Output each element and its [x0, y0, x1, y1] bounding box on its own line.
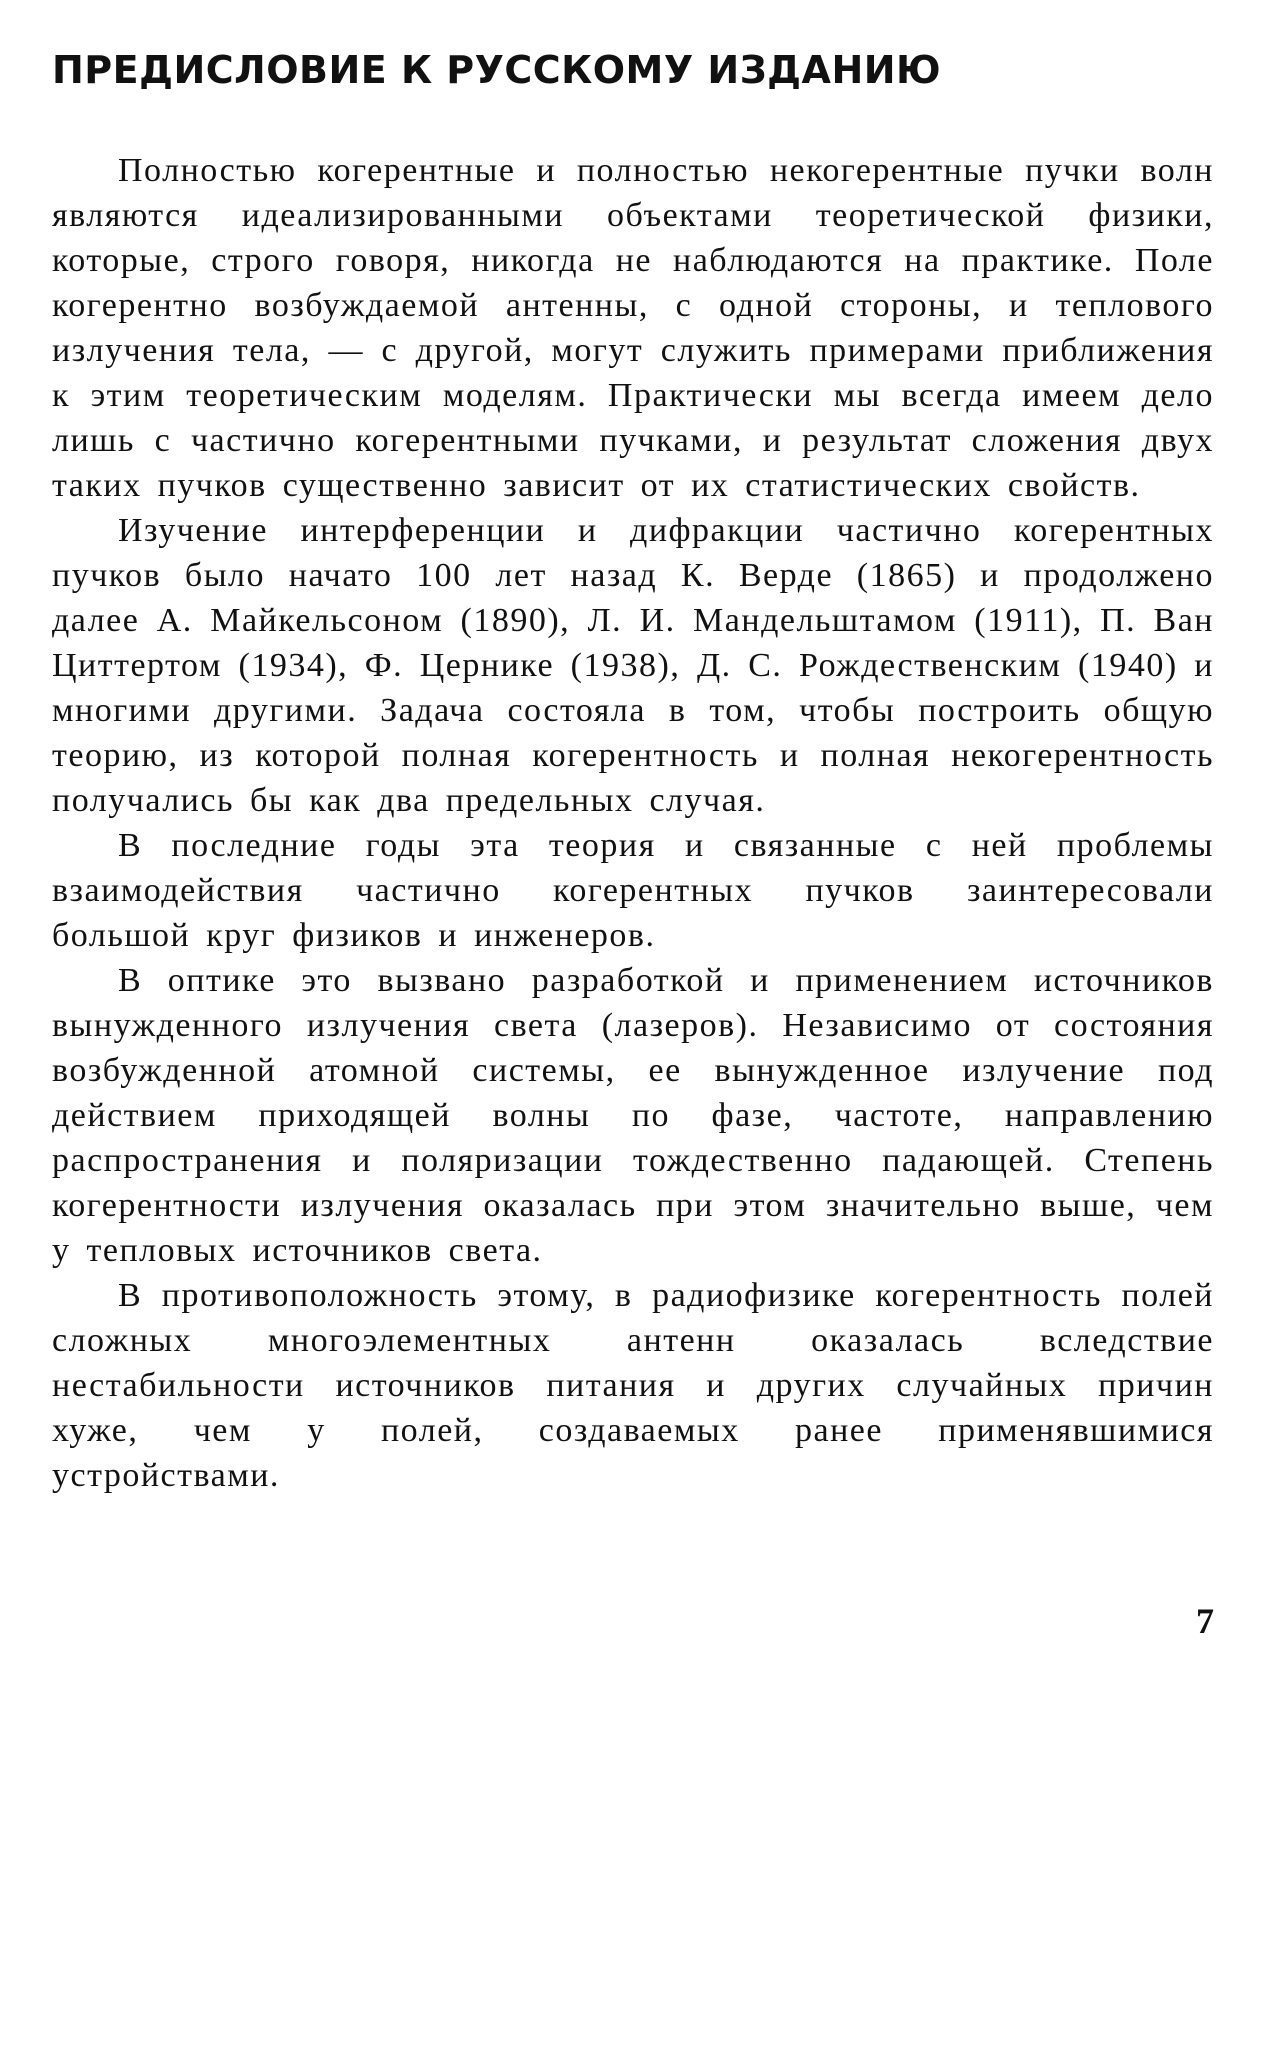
page-number: 7 [1196, 1601, 1214, 1641]
paragraph-4: В оптике это вызвано разработкой и применением источников вынужденного излучения света (лазеров). Независимо от состояния возбужденной атомной системы, ее вынужденное излучение под действием приходящей волны по фазе, частоте, направлению распространения и поляризации тождественно падающей. Степень когерентности излучения оказалась при этом значительно выше, чем у тепловых источников света. [52, 962, 1214, 1269]
paragraph-5: В противоположность этому, в радиофизике когерентность полей сложных многоэлементных антенн оказалась вследствие нестабильности источников питания и других случайных причин хуже, чем у полей, создаваемых ранее применявшимися устройствами. [52, 1277, 1214, 1494]
paragraph-3: В последние годы эта теория и связанные с ней проблемы взаимодействия частично когерентных пучков заинтересовали большой круг физиков и инженеров. [52, 827, 1214, 954]
paragraph-1: Полностью когерентные и полностью некогерентные пучки волн являются идеализированными объектами теоретической физики, которые, строго говоря, никогда не наблюдаются на практике. Поле когерентно возбуждаемой антенны, с одной стороны, и теплового излучения тела, — с другой, могут служить примерами приближения к этим теоретическим моделям. Практически мы всегда имеем дело лишь с частично когерентными пучками, и результат сложения двух таких пучков существенно зависит от их статистических свойств. [52, 152, 1214, 504]
paragraph-2: Изучение интерференции и дифракции частично когерентных пучков было начато 100 лет назад К. Верде (1865) и продолжено далее А. Майкельсоном (1890), Л. И. Мандельштамом (1911), П. Ван Циттертом (1934), Ф. Цернике (1938), Д. С. Рождественским (1940) и многими другими. Задача состояла в том, чтобы построить общую теорию, из которой полная когерентность и полная некогерентность получались бы как два предельных случая. [52, 512, 1214, 819]
page-title: ПРЕДИСЛОВИЕ К РУССКОМУ ИЗДАНИЮ [52, 48, 942, 92]
document-page [52, 40, 1214, 1498]
